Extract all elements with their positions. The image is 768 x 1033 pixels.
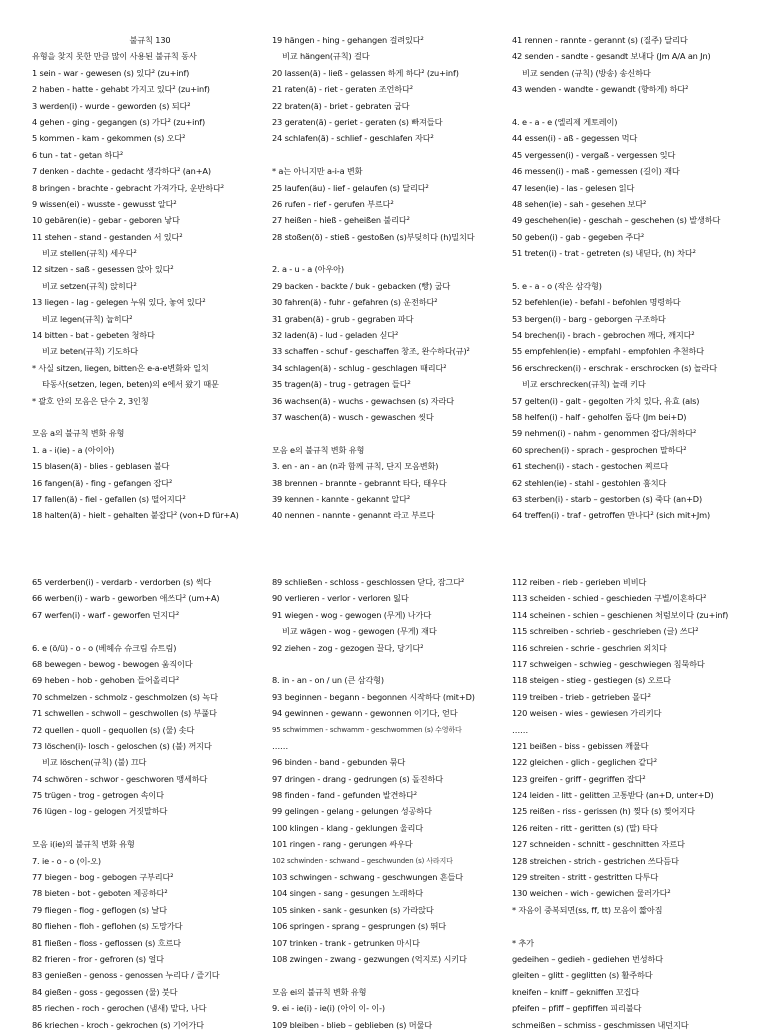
text-line: 109 bleiben - blieb – geblieben (s) 머물다 bbox=[272, 1019, 433, 1030]
text-line: 5 kommen - kam - gekommen (s) 오다² bbox=[32, 133, 186, 144]
spacer-line bbox=[512, 261, 748, 277]
text-line: 8. in - an - on / un (큰 삼각형) bbox=[272, 675, 384, 686]
text-column-5 bbox=[272, 574, 508, 1030]
text-line: 유형을 찾지 못한 만큼 많이 사용된 불규칙 동사 bbox=[32, 51, 197, 62]
text-line: 106 springen - sprang – gesprungen (s) 뛰다 bbox=[272, 921, 447, 932]
text-line: 114 scheinen - schien – geschienen 처럼보이다 (zu+inf) bbox=[512, 609, 729, 620]
spacer-line bbox=[512, 98, 748, 114]
text-line: 39 kennen - kannte - gekannt 알다² bbox=[272, 493, 411, 504]
text-line: 120 weisen - wies - gewiesen 가리키다 bbox=[512, 708, 662, 719]
text-line: 6. e (ö/ü) - o - o (베헤슈 슈크림 슈트림) bbox=[32, 642, 177, 653]
text-line: 33 schaffen - schuf - geschaffen 창조, 완수하다(규)² bbox=[272, 346, 470, 357]
text-line: 90 verlieren - verlor - verloren 잃다 bbox=[272, 593, 409, 604]
text-line: 127 schneiden - schnitt - geschnitten 자르다 bbox=[512, 839, 685, 850]
text-line: 125 reißen - riss - gerissen (h) 찢다 (s) 찢어지다 bbox=[512, 806, 695, 817]
text-line: 60 sprechen(i) - sprach - gesprochen 말하다² bbox=[512, 444, 687, 455]
spacer-line bbox=[272, 147, 508, 163]
text-line: 63 sterben(i) - starb – gestorben (s) 죽다 (an+D) bbox=[512, 493, 703, 504]
text-line: 116 schreien - schrie - geschrien 외치다 bbox=[512, 642, 667, 653]
text-line: 84 gießen - goss - gegossen (물) 붓다 bbox=[32, 986, 178, 997]
text-line: 70 schmelzen - schmolz - geschmolzen (s) 녹다 bbox=[32, 691, 218, 702]
text-line: 129 streiten - stritt - gestritten 다투다 bbox=[512, 872, 659, 883]
text-line: 56 erschrecken(i) - erschrak - erschrocken (s) 놀라다 bbox=[512, 362, 718, 373]
text-line: 17 fallen(ä) - fiel - gefallen (s) 떨어지다² bbox=[32, 493, 186, 504]
text-line: 비교 hängen(규칙) 걸다 bbox=[282, 51, 370, 62]
text-line: 2 haben - hatte - gehabt 가지고 있다² (zu+inf) bbox=[32, 84, 210, 95]
text-line: gedeihen – gedieh - gediehen 번성하다 bbox=[512, 953, 663, 964]
text-line: …… bbox=[272, 740, 289, 751]
text-line: 1 sein - war - gewesen (s) 있다² (zu+inf) bbox=[32, 67, 190, 78]
text-line: 96 binden - band - gebunden 묶다 bbox=[272, 757, 406, 768]
text-line: 76 lügen - log - gelogen 거짓말하다 bbox=[32, 806, 168, 817]
spacer-line bbox=[272, 245, 508, 261]
text-line: 6 tun - tat - getan 하다² bbox=[32, 149, 124, 160]
text-column-3 bbox=[512, 32, 748, 521]
text-line: 123 greifen - griff - gegriffen 잡다² bbox=[512, 773, 646, 784]
text-line: 52 befehlen(ie) - befahl - befohlen 명령하다 bbox=[512, 297, 681, 308]
text-line: 14 bitten - bat - gebeten 청하다 bbox=[32, 330, 155, 341]
text-line: 9. ei - ie(i) - ie(i) (아이 이- 이-) bbox=[272, 1003, 385, 1014]
text-line: 10 gebären(ie) - gebar - geboren 낳다 bbox=[32, 215, 180, 226]
text-line: 78 bieten - bot - geboten 제공하다² bbox=[32, 888, 168, 899]
text-line: 77 biegen - bog - gebogen 구부리다² bbox=[32, 872, 174, 883]
text-line: 67 werfen(i) - warf - geworfen 던지다² bbox=[32, 609, 179, 620]
text-line: 92 ziehen - zog - gezogen 끌다, 당기다² bbox=[272, 642, 424, 653]
text-line: 32 laden(ä) - lud - geladen 싣다² bbox=[272, 330, 399, 341]
text-line: 비교 setzen(규칙) 앉히다² bbox=[42, 280, 137, 291]
text-line: 50 geben(i) - gab - gegeben 주다² bbox=[512, 231, 645, 242]
text-line: 비교 stellen(규칙) 세우다² bbox=[42, 248, 137, 259]
text-line: 48 sehen(ie) - sah - gesehen 보다² bbox=[512, 198, 647, 209]
text-line: 53 bergen(i) - barg - geborgen 구조하다 bbox=[512, 313, 666, 324]
text-line: 비교 beten(규칙) 기도하다 bbox=[42, 346, 138, 357]
text-line: * 자음이 중복되면(ss, ff, tt) 모음이 짧아짐 bbox=[512, 904, 663, 915]
text-line: 130 weichen - wich - gewichen 물러가다² bbox=[512, 888, 671, 899]
text-line: 112 reiben - rieb - gerieben 비비다 bbox=[512, 577, 647, 587]
text-line: 4. e - a - e (엘리제 게토레이) bbox=[512, 116, 618, 127]
text-line: * 괄호 안의 모음은 단수 2, 3인칭 bbox=[32, 395, 149, 406]
text-line: 101 ringen - rang - gerungen 싸우다 bbox=[272, 839, 413, 850]
text-column-4 bbox=[32, 574, 268, 1030]
text-line: 68 bewegen - bewog - bewogen 움직이다 bbox=[32, 658, 193, 669]
text-line: 47 lesen(ie) - las - gelesen 읽다 bbox=[512, 182, 635, 193]
text-line: 108 zwingen - zwang - gezwungen (억지로) 시키다 bbox=[272, 953, 467, 964]
text-line: 113 scheiden - schied - geschieden 구별/이혼하다² bbox=[512, 593, 707, 604]
text-line: 46 messen(i) - maß - gemessen (길이) 재다 bbox=[512, 166, 680, 177]
text-line: 124 leiden - litt - gelitten 고통받다 (an+D, unter+D) bbox=[512, 790, 714, 801]
text-line: 66 werben(i) - warb - geworben 애쓰다² (um+A) bbox=[32, 593, 220, 604]
text-column-1 bbox=[32, 32, 268, 521]
text-line: 119 treiben - trieb - getrieben 몰다² bbox=[512, 691, 651, 702]
text-line: 74 schwören - schwor - geschworen 맹세하다 bbox=[32, 773, 208, 784]
text-line: 타동사(setzen, legen, beten)의 e에서 왔기 때문 bbox=[42, 379, 219, 390]
text-line: 18 halten(ä) - hielt - gehalten 붙잡다² (von+D für+A) bbox=[32, 510, 239, 521]
text-line: 24 schlafen(ä) - schlief - geschlafen 자다² bbox=[272, 133, 434, 144]
text-line: 13 liegen - lag - gelegen 누워 있다, 놓여 있다² bbox=[32, 297, 206, 308]
text-line: 103 schwingen - schwang - geschwungen 흔들다 bbox=[272, 872, 464, 883]
text-line: 85 riechen - roch - gerochen (냄새) 맡다, 나다 bbox=[32, 1003, 207, 1014]
text-line: 91 wiegen - wog - gewogen (무게) 나가다 bbox=[272, 609, 432, 620]
text-line: 7. ie - o - o (이-오) bbox=[32, 855, 101, 866]
text-line: 40 nennen - nannte - genannt 라고 부르다 bbox=[272, 510, 435, 521]
text-line: 115 schreiben - schrieb - geschrieben (글) 쓰다² bbox=[512, 626, 699, 637]
text-line: 51 treten(i) - trat - getreten (s) 내딛다, (h) 차다² bbox=[512, 248, 696, 259]
text-line: 98 finden - fand - gefunden 발견하다² bbox=[272, 790, 417, 801]
text-line: 3. en - an - an (n과 함께 규칙, 단지 모음변화) bbox=[272, 461, 439, 472]
text-line: …… bbox=[512, 724, 529, 735]
text-line: 107 trinken - trank - getrunken 마시다 bbox=[272, 937, 420, 948]
text-line: 57 gelten(i) - galt - gegolten 가치 있다, 유효 (als) bbox=[512, 395, 700, 406]
text-line: 126 reiten - ritt - geritten (s) (말) 타다 bbox=[512, 822, 658, 833]
text-line: 45 vergessen(i) - vergaß - vergessen 잊다 bbox=[512, 149, 676, 160]
text-line: 121 beißen - biss - gebissen 깨물다 bbox=[512, 740, 649, 751]
text-line: 73 löschen(i)- losch - geloschen (s) (불) 꺼지다 bbox=[32, 740, 212, 751]
text-line: 89 schließen - schloss - geschlossen 닫다, 잠그다² bbox=[272, 577, 465, 587]
text-line: 86 kriechen - kroch - gekrochen (s) 기어가다 bbox=[32, 1019, 204, 1030]
text-line: 27 heißen - hieß - geheißen 불리다² bbox=[272, 215, 410, 226]
text-line: 12 sitzen - saß - gesessen 앉아 있다² bbox=[32, 264, 174, 275]
spacer-line bbox=[32, 623, 268, 639]
text-line: 42 senden - sandte - gesandt 보내다 (Jm A/A an Jn) bbox=[512, 51, 711, 62]
text-line: 모음 i(ie)의 불규칙 변화 유형 bbox=[32, 839, 135, 850]
text-line: 81 fließen - floss - geflossen (s) 흐르다 bbox=[32, 937, 181, 948]
text-line: 61 stechen(i) - stach - gestochen 찌르다 bbox=[512, 461, 669, 472]
text-line: pfeifen – pfiff – gepfiffen 피리불다 bbox=[512, 1003, 642, 1014]
text-line: 30 fahren(ä) - fuhr - gefahren (s) 운전하다² bbox=[272, 297, 438, 308]
text-line: 38 brennen - brannte - gebrannt 타다, 태우다 bbox=[272, 477, 447, 488]
text-line: 모음 e의 불규칙 변화 유형 bbox=[272, 444, 365, 455]
text-line: 75 trügen - trog - getrogen 속이다 bbox=[32, 790, 164, 801]
spacer-line bbox=[512, 918, 748, 934]
text-line: * 추가 bbox=[512, 937, 534, 948]
text-line: 35 tragen(ä) - trug - getragen 들다² bbox=[272, 379, 411, 390]
text-line: gleiten – glitt - geglitten (s) 활주하다 bbox=[512, 970, 653, 981]
text-line: 49 geschehen(ie) - geschah – geschehen (s) 발생하다 bbox=[512, 215, 721, 226]
text-line: 95 schwimmen - schwamm - geschwommen (s) 수영하다 bbox=[272, 725, 462, 734]
text-line: 모음 a의 불규칙 변화 유형 bbox=[32, 428, 125, 439]
text-line: 58 helfen(i) - half - geholfen 돕다 (Jm bei+D) bbox=[512, 411, 687, 422]
text-line: 비교 wägen - wog - gewogen (무게) 재다 bbox=[282, 626, 437, 637]
spacer-line bbox=[272, 656, 508, 672]
text-line: 55 empfehlen(ie) - empfahl - empfohlen 추천하다 bbox=[512, 346, 705, 357]
text-line: 59 nehmen(i) - nahm - genommen 잡다/취하다² bbox=[512, 428, 697, 439]
text-line: 4 gehen - ging - gegangen (s) 가다² (zu+inf) bbox=[32, 116, 206, 127]
text-line: 7 denken - dachte - gedacht 생각하다² (an+A) bbox=[32, 166, 211, 177]
spacer-line bbox=[32, 820, 268, 836]
text-line: 82 frieren - fror - gefroren (s) 얼다 bbox=[32, 953, 164, 964]
text-line: 20 lassen(ä) - ließ - gelassen 하게 하다² (zu+inf) bbox=[272, 67, 459, 78]
text-line: 80 fliehen - floh - geflohen (s) 도망가다 bbox=[32, 921, 183, 932]
text-line: 100 klingen - klang - geklungen 울리다 bbox=[272, 822, 424, 833]
text-line: 비교 erschrecken(규칙) 놀래 키다 bbox=[522, 379, 646, 390]
text-line: 9 wissen(ei) - wusste - gewusst 알다² bbox=[32, 198, 177, 209]
text-line: 62 stehlen(ie) - stahl - gestohlen 훔치다 bbox=[512, 477, 667, 488]
text-line: 비교 legen(규칙) 눕히다² bbox=[42, 313, 133, 324]
text-line: 11 stehen - stand - gestanden 서 있다² bbox=[32, 231, 183, 242]
text-line: 34 schlagen(ä) - schlug - geschlagen 때리다² bbox=[272, 362, 447, 373]
text-line: 79 fliegen - flog - geflogen (s) 날다 bbox=[32, 904, 167, 915]
text-line: 36 wachsen(ä) - wuchs - gewachsen (s) 자라다 bbox=[272, 395, 455, 406]
text-line: 94 gewinnen - gewann - gewonnen 이기다, 얻다 bbox=[272, 708, 458, 719]
text-line: 43 wenden - wandte - gewandt (향하게) 하다² bbox=[512, 84, 689, 95]
text-line: 122 gleichen - glich - geglichen 같다² bbox=[512, 757, 657, 768]
text-line: 22 braten(ä) - briet - gebraten 굽다 bbox=[272, 100, 410, 111]
text-line: 105 sinken - sank - gesunken (s) 가라앉다 bbox=[272, 904, 434, 915]
text-line: kneifen – kniff – gekniffen 꼬집다 bbox=[512, 986, 640, 997]
text-line: 2. a - u - a (아우아) bbox=[272, 264, 344, 275]
text-line: 118 steigen - stieg - gestiegen (s) 오르다 bbox=[512, 675, 671, 686]
text-line: 71 schwellen - schwoll – geschwollen (s) 부풀다 bbox=[32, 708, 217, 719]
text-line: 29 backen - backte / buk - gebacken (빵) 굽다 bbox=[272, 280, 451, 291]
text-line: 비교 löschen(규칙) (불) 끄다 bbox=[42, 757, 147, 768]
text-line: 37 waschen(ä) - wusch - gewaschen 씻다 bbox=[272, 411, 434, 422]
spacer-line bbox=[272, 967, 508, 983]
text-column-6 bbox=[512, 574, 748, 1030]
text-line: 16 fangen(ä) - fing - gefangen 잡다² bbox=[32, 477, 173, 488]
text-line: 비교 senden (규칙) (방송) 송신하다 bbox=[522, 67, 651, 78]
text-line: 26 rufen - rief - gerufen 부르다² bbox=[272, 198, 394, 209]
text-line: 104 singen - sang - gesungen 노래하다 bbox=[272, 888, 423, 899]
text-line: 8 bringen - brachte - gebracht 가져가다, 운반하다² bbox=[32, 182, 224, 193]
text-line: 54 brechen(i) - brach - gebrochen 깨다, 깨지다² bbox=[512, 330, 695, 341]
text-line: 19 hängen - hing - gehangen 걸려있다² bbox=[272, 35, 424, 45]
text-line: 65 verderben(i) - verdarb - verdorben (s) 썩다 bbox=[32, 577, 212, 587]
text-line: * 사실 sitzen, liegen, bitten은 e-a-e변화와 일치 bbox=[32, 362, 209, 373]
text-line: 44 essen(i) - aß - gegessen 먹다 bbox=[512, 133, 638, 144]
text-line: 117 schweigen - schwieg - geschwiegen 침묵하다 bbox=[512, 658, 705, 669]
text-line: 21 raten(ä) - riet - geraten 조언하다² bbox=[272, 84, 413, 95]
text-line: 128 streichen - strich - gestrichen 쓰다듬다 bbox=[512, 855, 679, 866]
text-line: 5. e - a - o (작은 삼각형) bbox=[512, 280, 602, 291]
text-line: 31 graben(ä) - grub - gegraben 파다 bbox=[272, 313, 414, 324]
text-column-2 bbox=[272, 32, 508, 521]
text-line: 모음 ei의 불규칙 변화 유형 bbox=[272, 986, 367, 997]
text-line: 불규칙 130 bbox=[129, 35, 171, 45]
text-line: 23 geraten(ä) - geriet - geraten (s) 빠져들다 bbox=[272, 116, 443, 127]
text-line: 99 gelingen - gelang - gelungen 성공하다 bbox=[272, 806, 432, 817]
text-line: 69 heben - hob - gehoben 들어올리다² bbox=[32, 675, 180, 686]
text-line: 15 blasen(ä) - blies - geblasen 불다 bbox=[32, 461, 170, 472]
text-line: 72 quellen - quoll - gequollen (s) (물) 솟다 bbox=[32, 724, 195, 735]
text-line: 25 laufen(äu) - lief - gelaufen (s) 달리다² bbox=[272, 182, 429, 193]
spacer-line bbox=[272, 425, 508, 441]
text-line: 97 dringen - drang - gedrungen (s) 돌진하다 bbox=[272, 773, 444, 784]
spacer-line bbox=[32, 409, 268, 425]
text-line: schmeißen – schmiss - geschmissen 내던지다 bbox=[512, 1019, 689, 1030]
text-line: 1. a - i(ie) - a (아이아) bbox=[32, 444, 115, 455]
text-line: 93 beginnen - begann - begonnen 시작하다 (mit+D) bbox=[272, 691, 475, 702]
text-line: 102 schwinden - schwand – geschwunden (s) 사라지다 bbox=[272, 856, 453, 865]
text-line: * a는 아니지만 a-i-a 변화 bbox=[272, 166, 363, 177]
text-line: 64 treffen(i) - traf - getroffen 만나다² (sich mit+Jm) bbox=[512, 510, 711, 521]
text-line: 41 rennen - rannte - gerannt (s) (질주) 달리다 bbox=[512, 35, 688, 45]
text-line: 3 werden(i) - wurde - geworden (s) 되다² bbox=[32, 100, 191, 111]
text-line: 83 genießen - genoss - genossen 누리다 / 즐기다 bbox=[32, 970, 220, 981]
text-line: 28 stoßen(ö) - stieß - gestoßen (s)부딪히다 (h)밀치다 bbox=[272, 231, 475, 242]
